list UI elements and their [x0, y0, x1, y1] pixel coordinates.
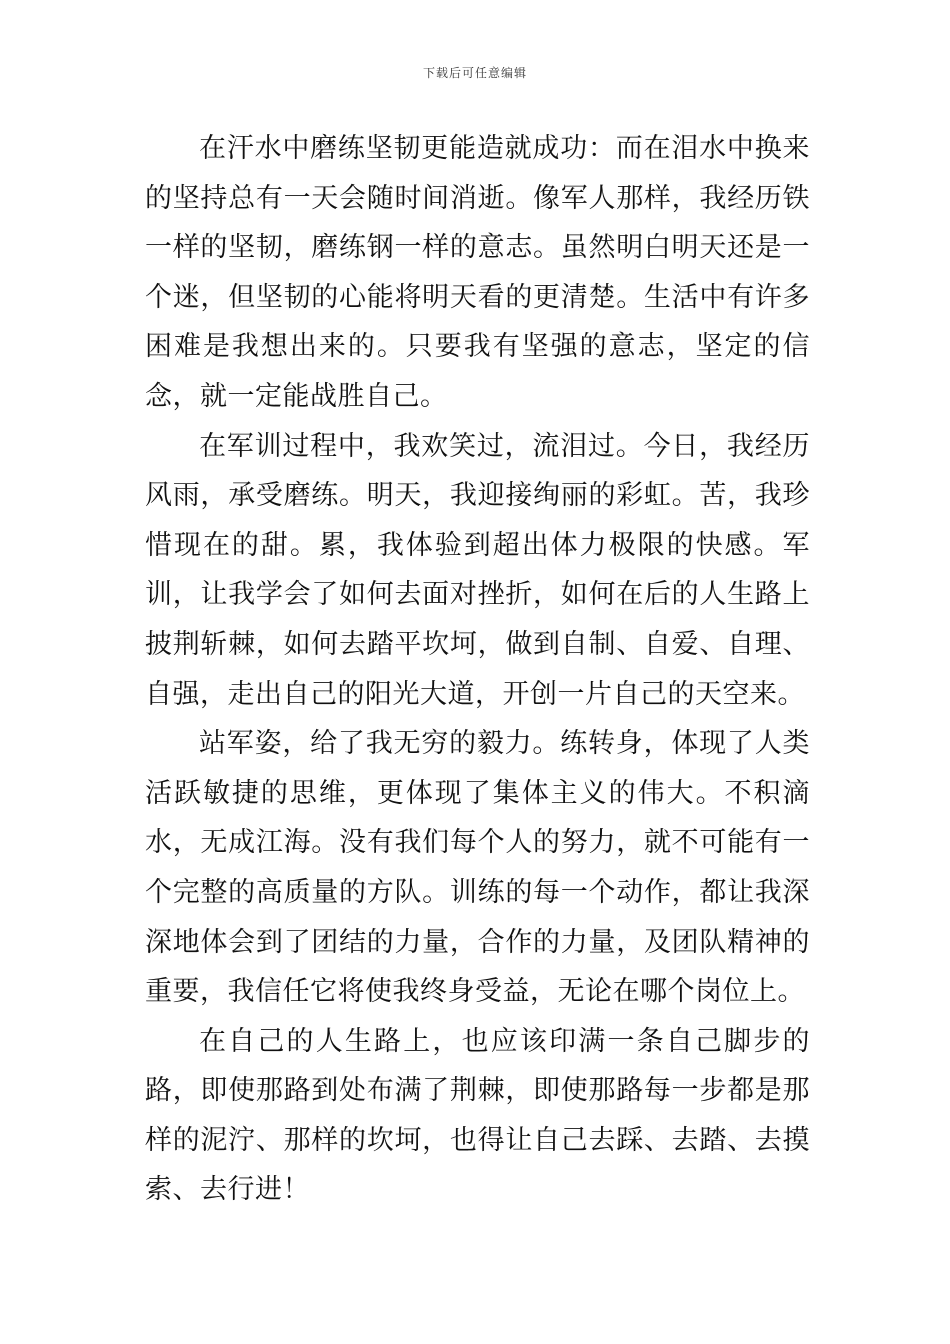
paragraph-1: 在汗水中磨练坚韧更能造就成功：而在泪水中换来的坚持总有一天会随时间消逝。像军人那样，我经历铁一样的坚韧，磨练钢一样的意志。虽然明白明天还是一个迷，但坚韧的心能将明天看的更清楚。生活中有许多困难是我想出来的。只要我有坚强的意志，坚定的信念，就一定能战胜自己。 [145, 133, 810, 412]
document-body [145, 124, 810, 1215]
header-note: 下载后可任意编辑 [422, 66, 527, 80]
paragraph-4: 在自己的人生路上，也应该印满一条自己脚步的路，即使那路到处布满了荆棘，即使那路每一步都是那样的泥泞、那样的坎坷，也得让自己去踩、去踏、去摸索、去行进！ [145, 1025, 810, 1206]
paragraph-3: 站军姿，给了我无穷的毅力。练转身，体现了人类活跃敏捷的思维，更体现了集体主义的伟大。不积滴水，无成江海。没有我们每个人的努力，就不可能有一个完整的高质量的方队。训练的每一个动作，都让我深深地体会到了团结的力量，合作的力量，及团队精神的重要，我信任它将使我终身受益，无论在哪个岗位上。 [145, 728, 810, 1008]
paragraph-2: 在军训过程中，我欢笑过，流泪过。今日，我经历风雨，承受磨练。明天，我迎接绚丽的彩虹。苦，我珍惜现在的甜。累，我体验到超出体力极限的快感。军训，让我学会了如何去面对挫折，如何在后的人生路上披荆斩棘，如何去踏平坎坷，做到自制、自爱、自理、自强，走出自己的阳光大道，开创一片自己的天空来。 [145, 430, 810, 710]
